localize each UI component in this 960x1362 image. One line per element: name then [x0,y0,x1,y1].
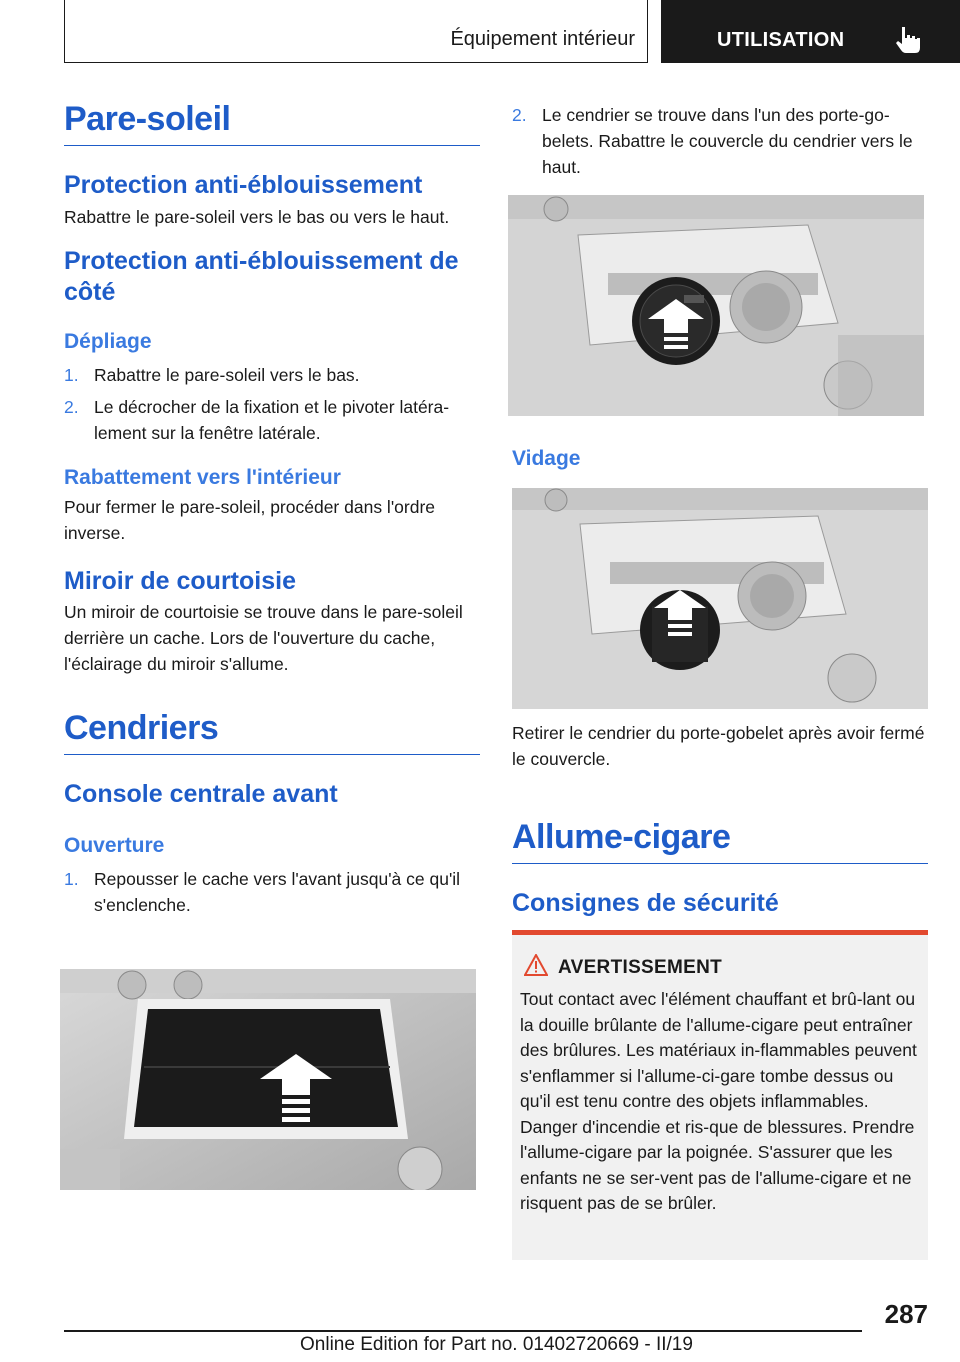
header-chapter-title: UTILISATION [717,29,845,51]
list-item [64,394,480,446]
warning-title: AVERTISSEMENT [558,957,723,978]
mirror-text: Un miroir de courtoisie se trouve dans le pare-soleil derrière un cache. Lors de l'ouverture du cache, l'éclairage du miroir s'allume. [64,602,463,674]
list-item [512,102,928,180]
mirror-heading: Miroir de courtoisie [64,567,296,595]
emptying-text: Retirer le cendrier du porte-gobelet après avoir fermé le couvercle. [512,723,925,769]
list-item [64,866,480,918]
opening-steps [64,866,480,918]
warning-triangle-icon [524,954,548,976]
step-text: Rabattre le pare-soleil vers le bas. [94,365,360,385]
header-section-title: Équipement intérieur [450,28,635,50]
unfold-steps [64,362,480,446]
footer-edition: Online Edition for Part no. 01402720669 - II/19 [300,1334,693,1355]
console-cover-illustration [60,969,476,1190]
warning-title-row [558,957,920,979]
opening-heading: Ouverture [64,834,165,857]
ashtrays-title: Cendriers [64,709,480,755]
sunvisor-title: Pare-soleil [64,100,480,146]
step-text: Le cendrier se trouve dans l'un des porte-go-belets. Rabattre le couvercle du cendrier vers le haut. [542,105,913,177]
fold-heading: Rabattement vers l'intérieur [64,466,341,489]
step-number: 1. [64,365,79,385]
page-number: 287 [884,1299,928,1329]
left-column [64,100,480,918]
step-number: 2. [512,105,527,125]
lighter-title: Allume-cigare [512,818,928,864]
pointing-hand-icon [893,24,923,54]
header-chapter-box [661,0,960,63]
warning-body: Tout contact avec l'élément chauffant et brû-lant ou la douille brûlante de l'allume-cigare peut entraîner des brûlures. Les matériaux in-flammables peuvent s'enflammer si l'allume-ci-gare tombe dessus ou qu'il est tenu contre des objets inflammables. Danger d'incendie et ris-que de blessures. Prendre l'allume-cigare par la poignée. S'assurer que les enfants ne se ser-vent pas de l'allume-cigare et ne risquent pas de se brûler. [520,989,917,1213]
step-text: Le décrocher de la fixation et le pivoter latéra-lement sur la fenêtre latérale. [94,397,450,443]
step-text: Repousser le cache vers l'avant jusqu'à ce qu'il s'enclenche. [94,869,461,915]
glare-heading: Protection anti-éblouissement [64,171,423,199]
footer-divider [64,1330,862,1332]
ashtray-open-illustration [508,195,924,416]
emptying-heading: Vidage [512,447,581,470]
unfold-heading: Dépliage [64,330,152,353]
console-heading: Console centrale avant [64,780,338,808]
side-glare-heading: Protection anti-éblouissement de côté [64,247,459,306]
safety-heading: Consignes de sécurité [512,889,779,917]
opening-steps-continued [512,102,928,180]
step-number: 2. [64,397,79,417]
right-column [512,102,928,180]
glare-text: Rabattre le pare-soleil vers le bas ou vers le haut. [64,207,450,227]
list-item [64,362,480,388]
fold-text: Pour fermer le pare-soleil, procéder dans l'ordre inverse. [64,497,436,543]
ashtray-removal-illustration [512,488,928,709]
step-number: 1. [64,869,79,889]
warning-box [512,930,928,1260]
header-section-box [64,0,648,63]
